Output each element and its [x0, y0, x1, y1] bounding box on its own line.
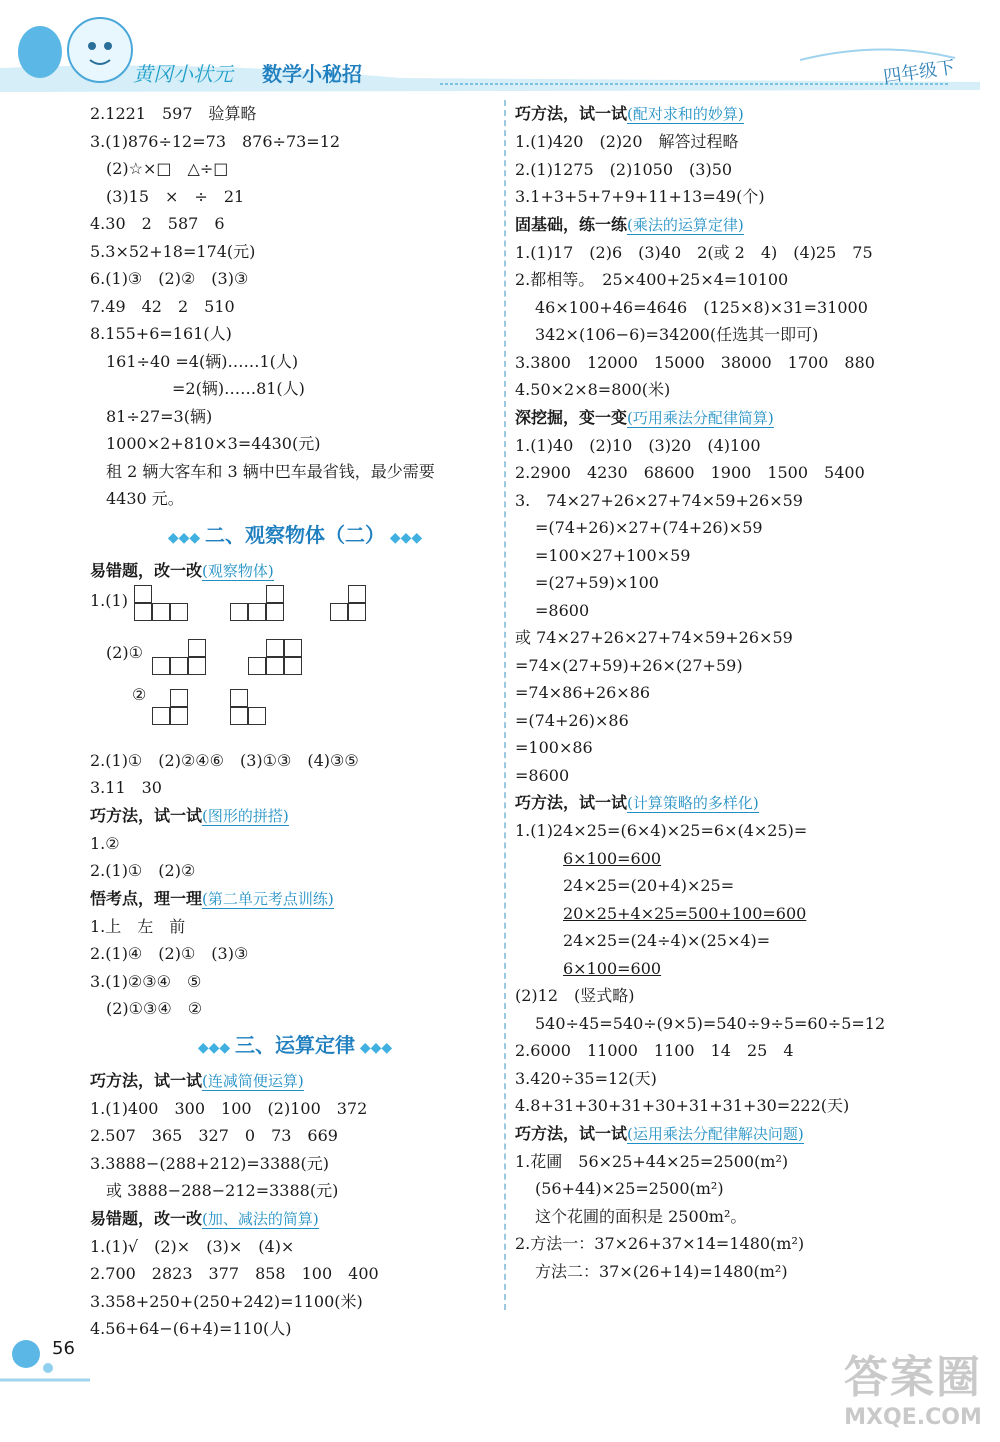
- answer-line: =2(辆)……81(人): [172, 379, 305, 398]
- answer-line: 4.30 2 587 6: [90, 214, 225, 233]
- answer-line: 161÷40 =4(辆)……1(人): [106, 351, 299, 371]
- book-subtitle: 数学小秘招: [262, 62, 362, 86]
- answer-line: =74×(27+59)+26×(27+59): [515, 655, 743, 675]
- answer-line: 3.(1)②③④ ⑤: [90, 971, 202, 991]
- answer-line: (2)12 (竖式略): [515, 986, 635, 1005]
- answer-line: 1.(1)√ (2)× (3)× (4)×: [90, 1236, 295, 1256]
- answer-line: =(27+59)×100: [535, 573, 659, 592]
- answer-line: 1.(1)400 300 100 (2)100 372: [90, 1098, 368, 1118]
- right-column: [515, 100, 915, 1285]
- answer-line: 2.(1)① (2)②: [90, 861, 196, 880]
- figure-label: 1.(1): [90, 590, 128, 610]
- answer-line: (3)15 × ÷ 21: [106, 186, 245, 206]
- answer-line: 2.都相等。 25×400+25×4=10100: [515, 270, 789, 289]
- answer-line: (56+44)×25=2500(m²): [535, 1179, 724, 1198]
- page-number: 56: [52, 1338, 75, 1359]
- answer-line: 这个花圃的面积是 2500m²。: [535, 1206, 747, 1226]
- answer-line: (2)①③④ ②: [106, 999, 203, 1018]
- answer-line: =(74+26)×27+(74+26)×59: [535, 518, 763, 537]
- section-heading: 巧方法，试一试(图形的拼搭): [90, 805, 289, 825]
- answer-line: 24×25=(24÷4)×(25×4)=: [563, 931, 771, 950]
- mascot-icon: [68, 18, 132, 82]
- decor-dots-icon: ◆◆◆: [385, 529, 423, 546]
- answer-line: 1.花圃 56×25+44×25=2500(m²): [515, 1151, 789, 1171]
- section-heading: 巧方法，试一试(配对求和的妙算): [515, 104, 744, 123]
- answer-line: 4.56+64−(6+4)=110(人): [90, 1319, 292, 1338]
- answer-line: 3.3888−(288+212)=3388(元): [90, 1153, 329, 1173]
- answer-line: 1.(1)40 (2)10 (3)20 (4)100: [515, 435, 761, 455]
- section-heading: 巧方法，试一试(计算策略的多样化): [515, 793, 759, 812]
- answer-line: =100×27+100×59: [535, 545, 691, 565]
- decor-dots-icon: ◆◆◆: [197, 1039, 235, 1056]
- series-logo: 黄冈小状元: [133, 62, 233, 86]
- answer-line: 方法二：37×(26+14)=1480(m²): [535, 1261, 788, 1281]
- answer-line: 2.2900 4230 68600 1900 1500 5400: [515, 463, 865, 482]
- answer-line: 20×25+4×25=500+100=600: [563, 903, 807, 923]
- chapter-heading: ◆◆◆ 二、观察物体（二） ◆◆◆: [167, 522, 423, 547]
- answer-line: 2.(1)④ (2)① (3)③: [90, 944, 249, 963]
- section-heading: 巧方法，试一试(运用乘法分配律解决问题): [515, 1123, 804, 1143]
- answer-line: =8600: [535, 600, 590, 620]
- answer-line: 2.(1)① (2)②④⑥ (3)①③ (4)③⑤: [90, 750, 359, 770]
- answer-line: (2)☆×□ △÷□: [106, 159, 229, 178]
- section-heading: 巧方法，试一试(连减简便运算): [90, 1070, 304, 1090]
- answer-line: =(74+26)×86: [515, 710, 629, 730]
- answer-line: 1.(1)17 (2)6 (3)40 2(或 2 4) (4)25 75: [515, 242, 873, 262]
- answer-line: 1000×2+810×3=4430(元): [106, 434, 321, 453]
- answer-line: 342×(106−6)=34200(任选其一即可): [535, 325, 819, 344]
- answer-line: 8.155+6=161(人): [90, 324, 232, 343]
- answer-line: 2.方法一：37×26+37×14=1480(m²): [515, 1234, 805, 1253]
- answer-line: 1.上 左 前: [90, 916, 186, 936]
- answer-line: =8600: [515, 765, 570, 785]
- leaf-icon: [18, 26, 62, 78]
- answer-line: 1.(1)420 (2)20 解答过程略: [515, 132, 739, 151]
- answer-line: =100×86: [515, 738, 593, 757]
- section-heading: 易错题，改一改(加、减法的简算): [90, 1208, 319, 1228]
- answer-line: 或 3888−288−212=3388(元): [106, 1181, 339, 1200]
- answer-line: 5.3×52+18=174(元): [90, 241, 256, 261]
- answer-line: 2.(1)1275 (2)1050 (3)50: [515, 159, 733, 179]
- section-heading: 易错题，改一改(观察物体): [90, 560, 274, 580]
- answer-line: 1.(1)24×25=(6×4)×25=6×(4×25)=: [515, 821, 808, 840]
- answer-line: 1.②: [90, 833, 120, 853]
- answer-line: 3.358+250+(250+242)=1100(米): [90, 1291, 363, 1311]
- page-header: [0, 0, 1000, 100]
- answer-line: 租 2 辆大客车和 3 辆中巴车最省钱，最少需要: [106, 461, 435, 481]
- answer-line: =74×86+26×86: [515, 683, 651, 702]
- answer-line: 2.6000 11000 1100 14 25 4: [515, 1041, 794, 1060]
- section-heading: 深挖掘，变一变(巧用乘法分配律简算): [515, 407, 774, 427]
- column-divider: [504, 100, 506, 1310]
- chapter-heading: ◆◆◆ 三、运算定律 ◆◆◆: [197, 1032, 393, 1057]
- answer-line: 7.49 42 2 510: [90, 296, 235, 316]
- answer-line: 4.8+31+30+31+30+31+31+30=222(天): [515, 1096, 850, 1115]
- decor-dots-icon: ◆◆◆: [167, 529, 205, 546]
- decor-dots-icon: ◆◆◆: [355, 1039, 393, 1056]
- answer-line: 3.(1)876÷12=73 876÷73=12: [90, 131, 341, 151]
- answer-line: 2.507 365 327 0 73 669: [90, 1126, 338, 1145]
- site-watermark: 答案圈 MXQE.COM: [844, 1352, 982, 1430]
- answer-line: 81÷27=3(辆): [106, 406, 213, 426]
- section-heading: 固基础，练一练(乘法的运算定律): [515, 214, 744, 234]
- answer-line: 3. 74×27+26×27+74×59+26×59: [515, 490, 803, 510]
- answer-line: 2.700 2823 377 858 100 400: [90, 1264, 379, 1283]
- answer-line: 3.11 30: [90, 778, 162, 797]
- view-figures: [90, 585, 500, 747]
- answer-line: 46×100+46=4646 (125×8)×31=31000: [535, 297, 868, 317]
- answer-line: 6.(1)③ (2)② (3)③: [90, 269, 249, 288]
- answer-line: 6×100=600: [563, 958, 662, 978]
- bubble-icon: [12, 1340, 40, 1368]
- answer-line: 4.50×2×8=800(米): [515, 380, 671, 399]
- answer-line: 4430 元。: [106, 489, 184, 508]
- left-column: [90, 100, 500, 1343]
- answer-line: 2.1221 597 验算略: [90, 104, 257, 123]
- answer-line: 540÷45=540÷(9×5)=540÷9÷5=60÷5=12: [535, 1013, 886, 1033]
- answer-line: 3.1+3+5+7+9+11+13=49(个): [515, 187, 765, 206]
- section-heading: 悟考点，理一理(第二单元考点训练): [90, 888, 334, 908]
- figure-label: (2)①: [106, 642, 144, 662]
- grade-label: 四年级下: [882, 57, 957, 88]
- answer-line: 6×100=600: [563, 848, 662, 868]
- answer-line: 3.420÷35=12(天): [515, 1068, 657, 1088]
- answer-line: 3.3800 12000 15000 38000 1700 880: [515, 352, 875, 372]
- answer-line: 或 74×27+26×27+74×59+26×59: [515, 628, 793, 647]
- figure-label: ②: [132, 684, 147, 704]
- answer-line: 24×25=(20+4)×25=: [563, 876, 735, 895]
